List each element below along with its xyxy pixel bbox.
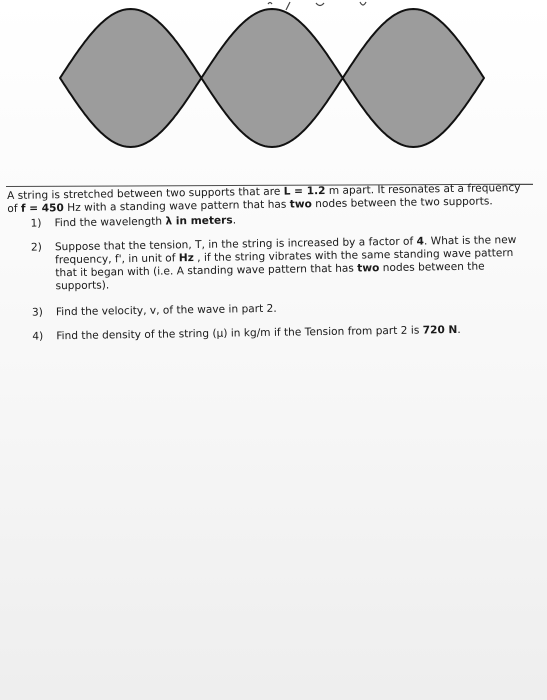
- question-text: nodes between the supports).: [55, 260, 485, 293]
- question-text: . What is the new frequency, f', in unit of: [55, 234, 517, 267]
- question-text: Find the velocity, v, of the wave in part 2.: [55, 302, 277, 319]
- question-number: 4): [32, 330, 44, 343]
- question-4: [9, 323, 534, 344]
- question-number: 2): [30, 241, 42, 254]
- intro-text: Hz with a standing wave pattern that has: [63, 198, 290, 215]
- question-text: Find the wavelength: [54, 215, 166, 230]
- question-text: .: [457, 323, 461, 336]
- question-2: [8, 234, 534, 294]
- frequency-value: f = 450: [20, 202, 64, 215]
- intro-text: A string is stretched between two supports that are: [7, 185, 284, 202]
- question-text: Suppose that the tension, T, in the string is increased by a factor of: [54, 235, 417, 254]
- question-number: 3): [31, 306, 43, 319]
- question-emphasis: Hz: [178, 252, 194, 265]
- intro-text: m apart. It resonates at a frequency of: [7, 181, 521, 215]
- question-emphasis: 720 N: [422, 323, 458, 337]
- node-count: two: [289, 198, 312, 211]
- question-3: [9, 299, 534, 320]
- handwritten-mark: [316, 3, 324, 6]
- question-text: .: [232, 214, 237, 227]
- standing-wave-diagram: [0, 0, 547, 190]
- question-emphasis: two: [357, 262, 380, 275]
- question-text: , if the string vibrates with the same standing wave pattern that it began with (i.e. A standing wave pattern that has: [55, 247, 514, 280]
- question-emphasis: λ in meters: [165, 214, 233, 228]
- intro-text: nodes between the two supports.: [311, 195, 493, 211]
- handwritten-mark: [286, 2, 290, 10]
- question-emphasis: 4: [416, 235, 425, 248]
- wave-envelope: [60, 9, 484, 147]
- question-list: [7, 210, 534, 344]
- question-text: Find the density of the string (μ) in kg/m if the Tension from part 2 is: [56, 324, 423, 343]
- problem-text: [7, 182, 534, 344]
- handwritten-mark: [268, 3, 272, 5]
- handwritten-mark: [360, 2, 366, 5]
- length-value: L = 1.2: [283, 184, 326, 198]
- question-number: 1): [30, 217, 42, 230]
